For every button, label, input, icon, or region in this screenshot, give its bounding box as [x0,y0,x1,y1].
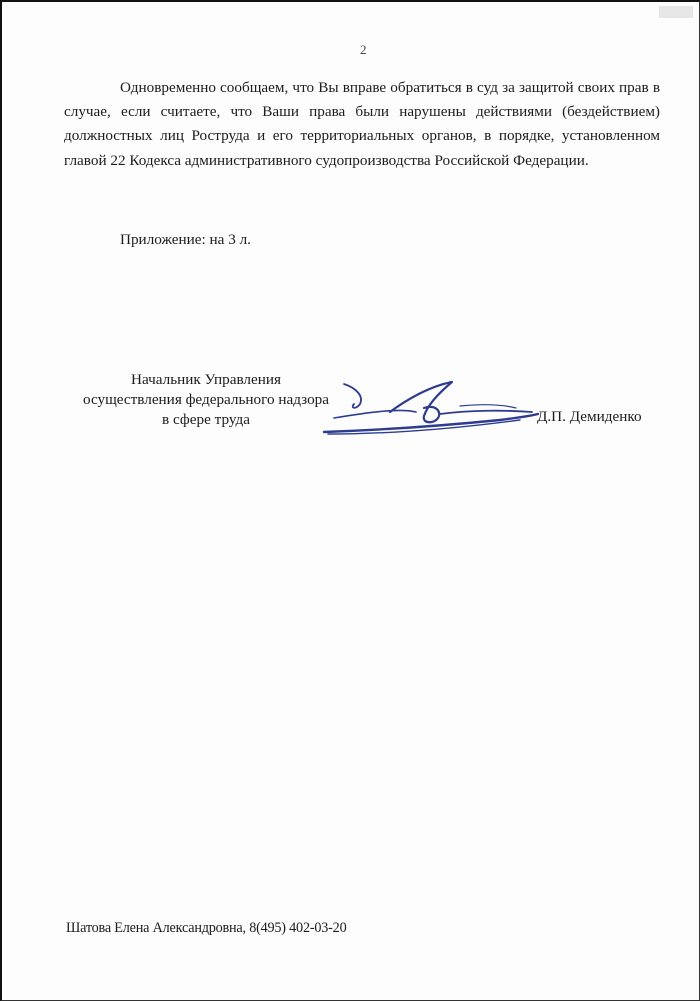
executor-contact: Шатова Елена Александровна, 8(495) 402-03-20 [66,920,347,936]
signatory-name: Д.П. Демиденко [537,408,642,425]
signatory-title-line: Начальник Управления [131,371,281,388]
court-appeal-paragraph: Одновременно сообщаем, что Вы вправе обратиться в суд за защитой своих прав в случае, если считаете, что Ваши права были нарушены действиями (бездействием) должностных лиц Роструда и его территориальных органов, в порядке, установленном главой 22 Кодекса административного судопроизводства Российской Федерации. [64,79,660,169]
page-number: 2 [360,42,367,57]
scan-corner-artifact [659,6,693,18]
signatory-title [72,370,340,430]
signatory-title-line: осуществления федерального надзора [82,391,330,408]
signatory-title-line: в сфере труда [162,411,250,428]
attachment-note: Приложение: на 3 л. [120,231,251,248]
handwritten-signature [320,374,540,440]
